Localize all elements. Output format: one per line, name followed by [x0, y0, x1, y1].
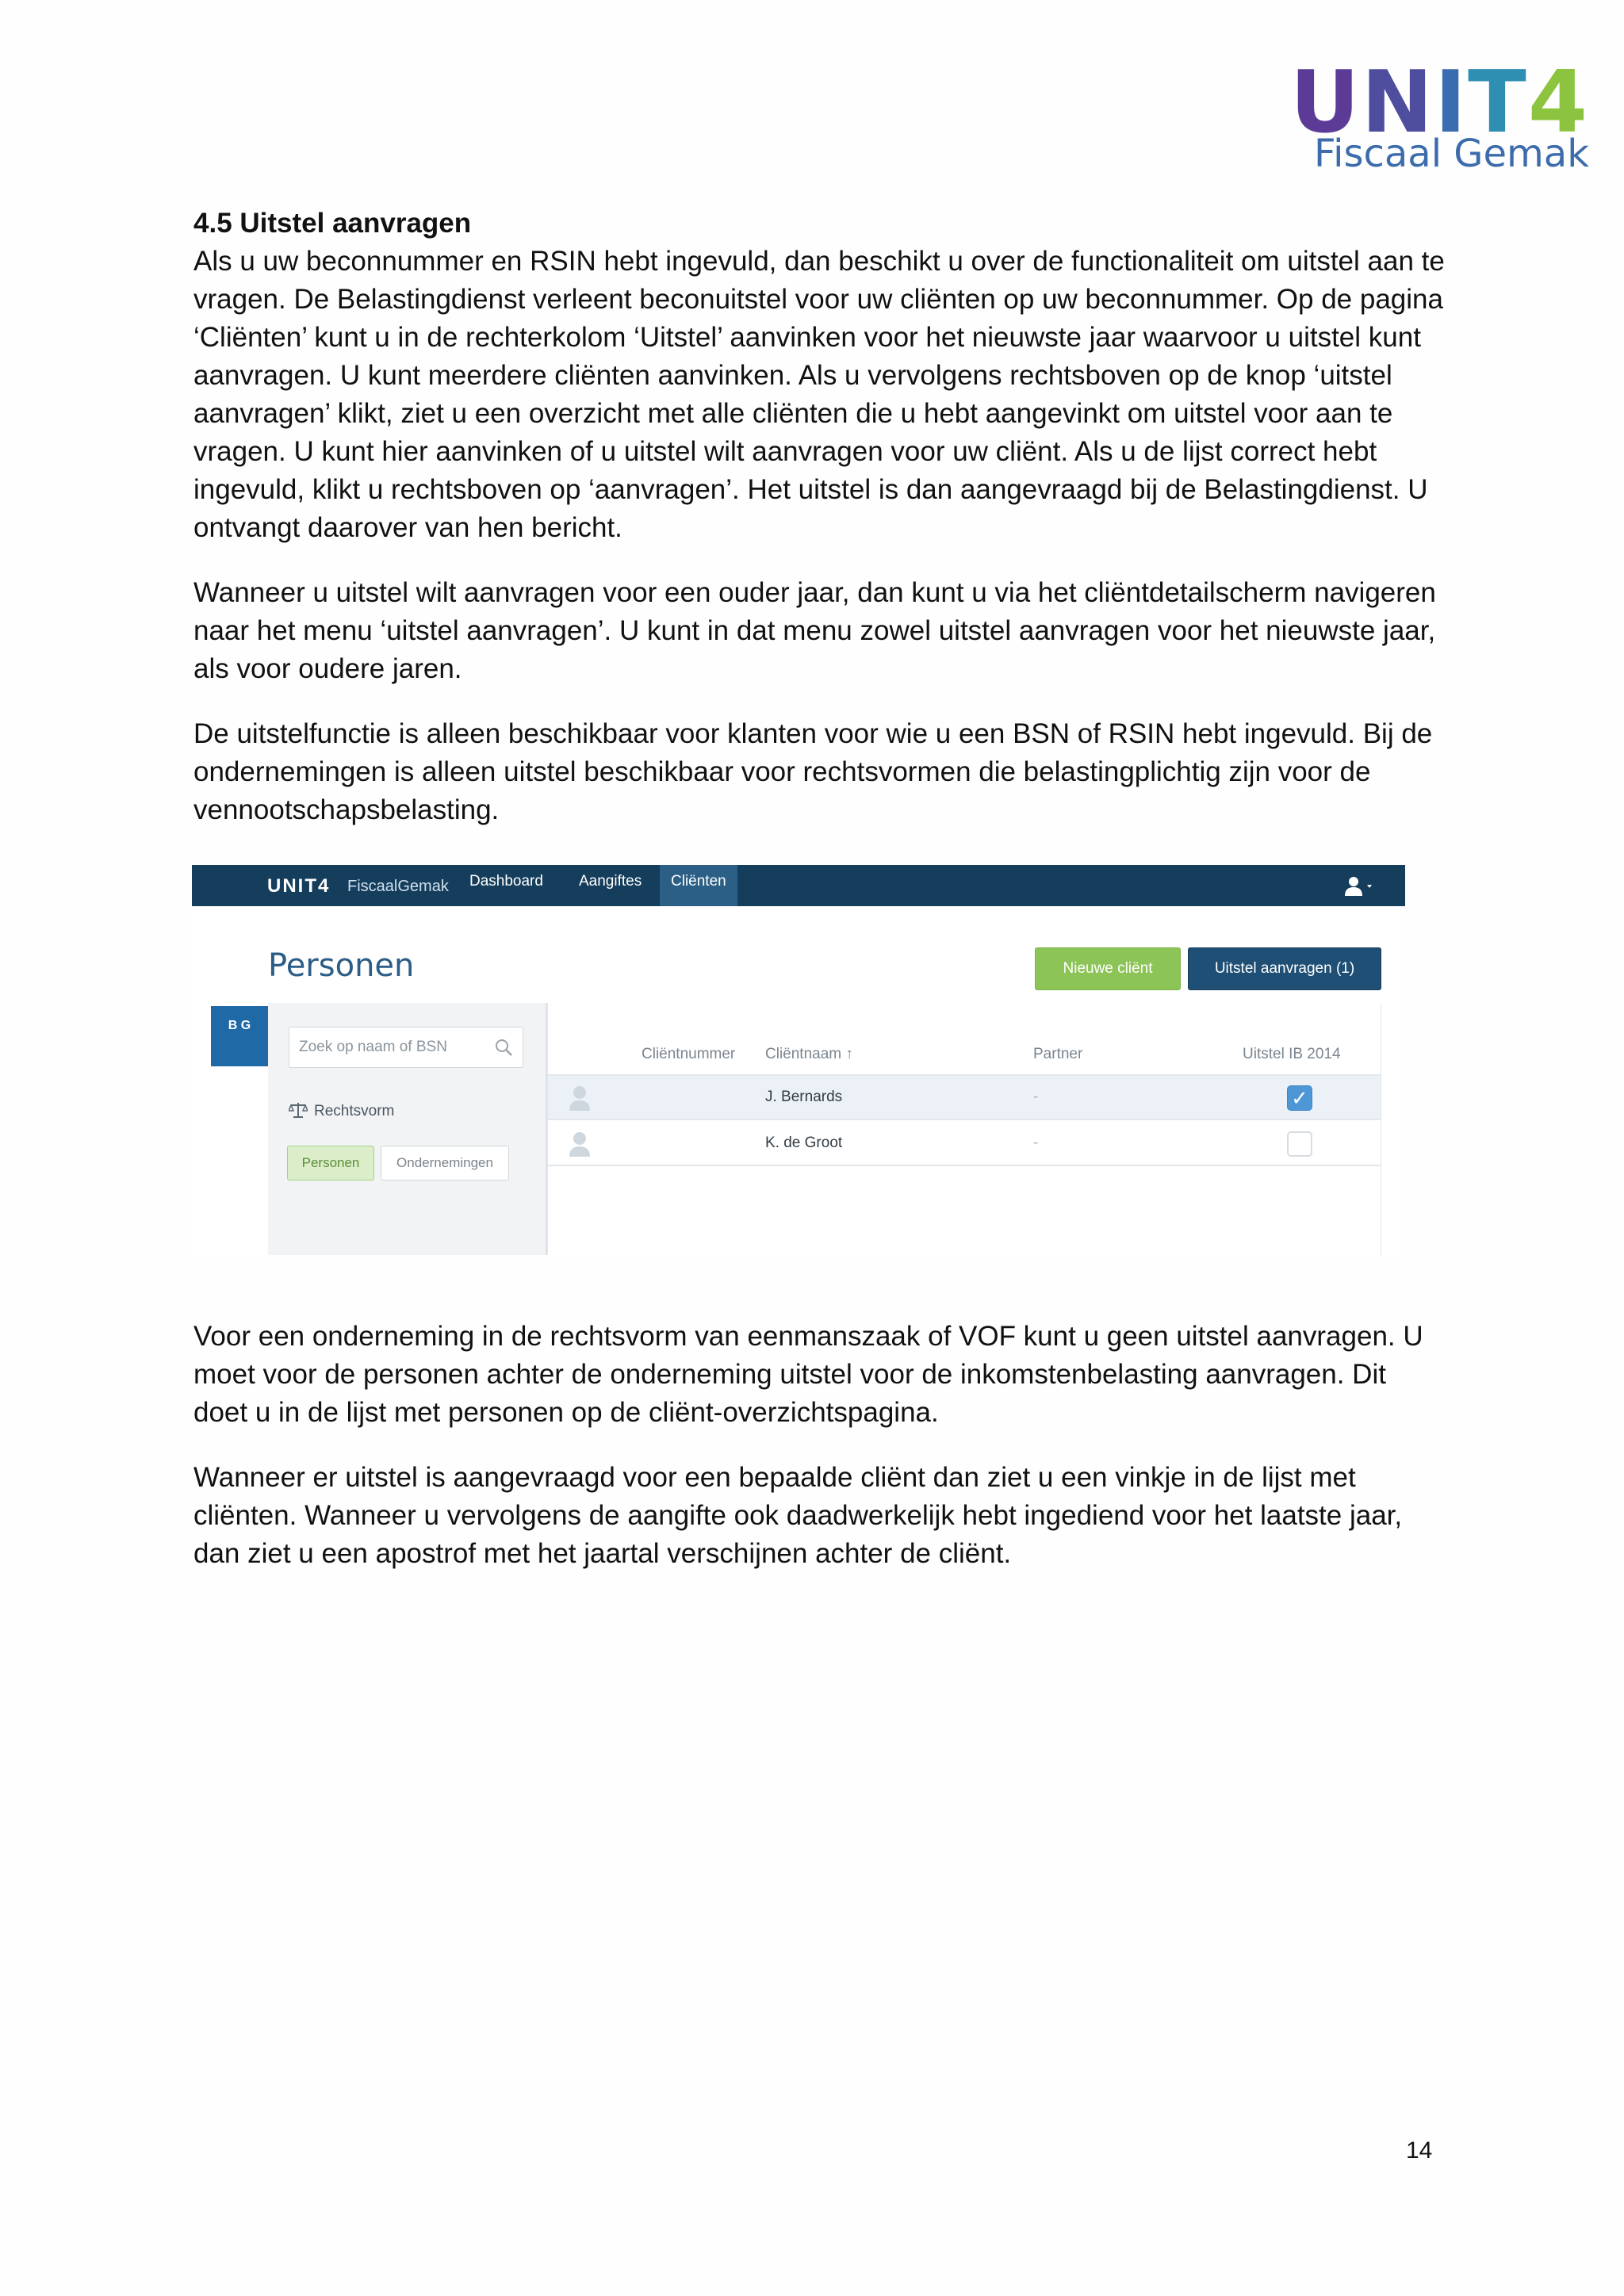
page-number: 14	[1406, 2137, 1433, 2164]
table-row[interactable]	[548, 1122, 1381, 1166]
nav-aangiftes[interactable]: Aangiftes	[579, 873, 642, 890]
rechtsvorm-filter-label	[289, 1101, 394, 1120]
page-title: Personen	[268, 947, 415, 984]
rechtsvorm-label: Rechtsvorm	[314, 1103, 395, 1119]
filter-personen-button[interactable]: Personen	[287, 1146, 374, 1181]
filter-sidebar	[268, 1003, 547, 1255]
paragraph: De uitstelfunctie is alleen beschikbaar voor klanten voor wie u een BSN of RSIN hebt ingevuld. Bij de ondernemingen is alleen uitstel beschikbaar voor rechtsvormen die belastingplichtig zijn voor de vennootschapsbelasting.	[193, 718, 1433, 825]
unit4-logo	[1289, 53, 1600, 179]
user-icon[interactable]	[1343, 874, 1375, 898]
document-body	[193, 205, 1446, 856]
nav-dashboard[interactable]: Dashboard	[469, 873, 543, 890]
logo-wordmark: UNIT4	[1289, 53, 1589, 152]
person-avatar-icon	[567, 1084, 592, 1112]
app-topbar	[192, 865, 1405, 906]
clients-table	[547, 1003, 1381, 1255]
paragraph: Wanneer u uitstel wilt aanvragen voor een ouder jaar, dan kunt u via het cliëntdetailscherm navigeren naar het menu ‘uitstel aanvragen’. U kunt in dat menu zowel uitstel aanvragen voor het nieuwste jaar, als voor oudere jaren.	[193, 577, 1436, 684]
client-name[interactable]: K. de Groot	[765, 1135, 843, 1151]
embedded-screenshot	[192, 865, 1405, 1255]
document-body-continued	[193, 1318, 1446, 1600]
bg-side-tag[interactable]: B G	[211, 1006, 268, 1066]
request-extension-button[interactable]: Uitstel aanvragen (1)	[1188, 947, 1381, 990]
column-header-uitstel[interactable]: Uitstel IB 2014	[1243, 1046, 1341, 1062]
search-input[interactable]	[299, 1027, 481, 1067]
search-icon[interactable]	[494, 1038, 513, 1057]
client-partner: -	[1033, 1089, 1039, 1105]
column-header-partner[interactable]: Partner	[1033, 1046, 1083, 1062]
filter-ondernemingen-button[interactable]: Ondernemingen	[381, 1146, 509, 1181]
paragraph: Wanneer er uitstel is aangevraagd voor een bepaalde cliënt dan ziet u een vinkje in de lijst met cliënten. Wanneer u vervolgens de aangifte ook daadwerkelijk hebt ingediend voor het laatste jaar, dan ziet u een apostrof met het jaartal verschijnen achter de cliënt.	[193, 1462, 1403, 1569]
scales-icon	[289, 1101, 308, 1119]
search-box[interactable]	[289, 1027, 523, 1068]
uitstel-checkbox-checked[interactable]: ✓	[1287, 1085, 1312, 1111]
uitstel-checkbox-unchecked[interactable]	[1287, 1131, 1312, 1157]
client-partner: -	[1033, 1135, 1039, 1151]
app-logo: UNIT4	[267, 875, 331, 897]
paragraph: Als u uw beconnummer en RSIN hebt ingevuld, dan beschikt u over de functionaliteit om uitstel aan te vragen. De Belastingdienst verleent beconuitstel voor uw cliënten op uw beconnummer. Op de pagina ‘Cliënten’ kunt u in de rechterkolom ‘Uitstel’ aanvinken voor het nieuwste jaar waarvoor u uitstel kunt aanvragen. U kunt meerdere cliënten aanvinken. Als u vervolgens rechtsboven op de knop ‘uitstel aanvragen’ klikt, ziet u een overzicht met alle cliënten die u hebt aangevinkt om uitstel voor aan te vragen. U kunt hier aanvinken of u uitstel wilt aanvragen voor uw cliënt. Als u de lijst correct hebt ingevuld, klikt u rechtsboven op ‘aanvragen’. Het uitstel is dan aangevraagd bij de Belastingdienst. U ontvangt daarover van hen bericht.	[193, 246, 1445, 543]
section-heading: 4.5 Uitstel aanvragen	[193, 208, 472, 239]
app-name: FiscaalGemak	[347, 878, 449, 895]
person-avatar-icon	[567, 1130, 592, 1158]
column-header-clientnummer[interactable]: Cliëntnummer	[642, 1046, 736, 1062]
table-row[interactable]	[548, 1076, 1381, 1120]
paragraph: Voor een onderneming in de rechtsvorm van eenmanszaak of VOF kunt u geen uitstel aanvragen. U moet voor de personen achter de onderneming uitstel voor de inkomstenbelasting aanvragen. Dit doet u in de lijst met personen op de cliënt-overzichtspagina.	[193, 1321, 1423, 1428]
column-header-clientnaam[interactable]: Cliëntnaam ↑	[765, 1046, 853, 1062]
nav-clienten[interactable]: Cliënten	[660, 865, 737, 906]
logo-subtitle: Fiscaal Gemak	[1314, 132, 1589, 176]
new-client-button[interactable]: Nieuwe cliënt	[1035, 947, 1181, 990]
client-name[interactable]: J. Bernards	[765, 1089, 843, 1105]
